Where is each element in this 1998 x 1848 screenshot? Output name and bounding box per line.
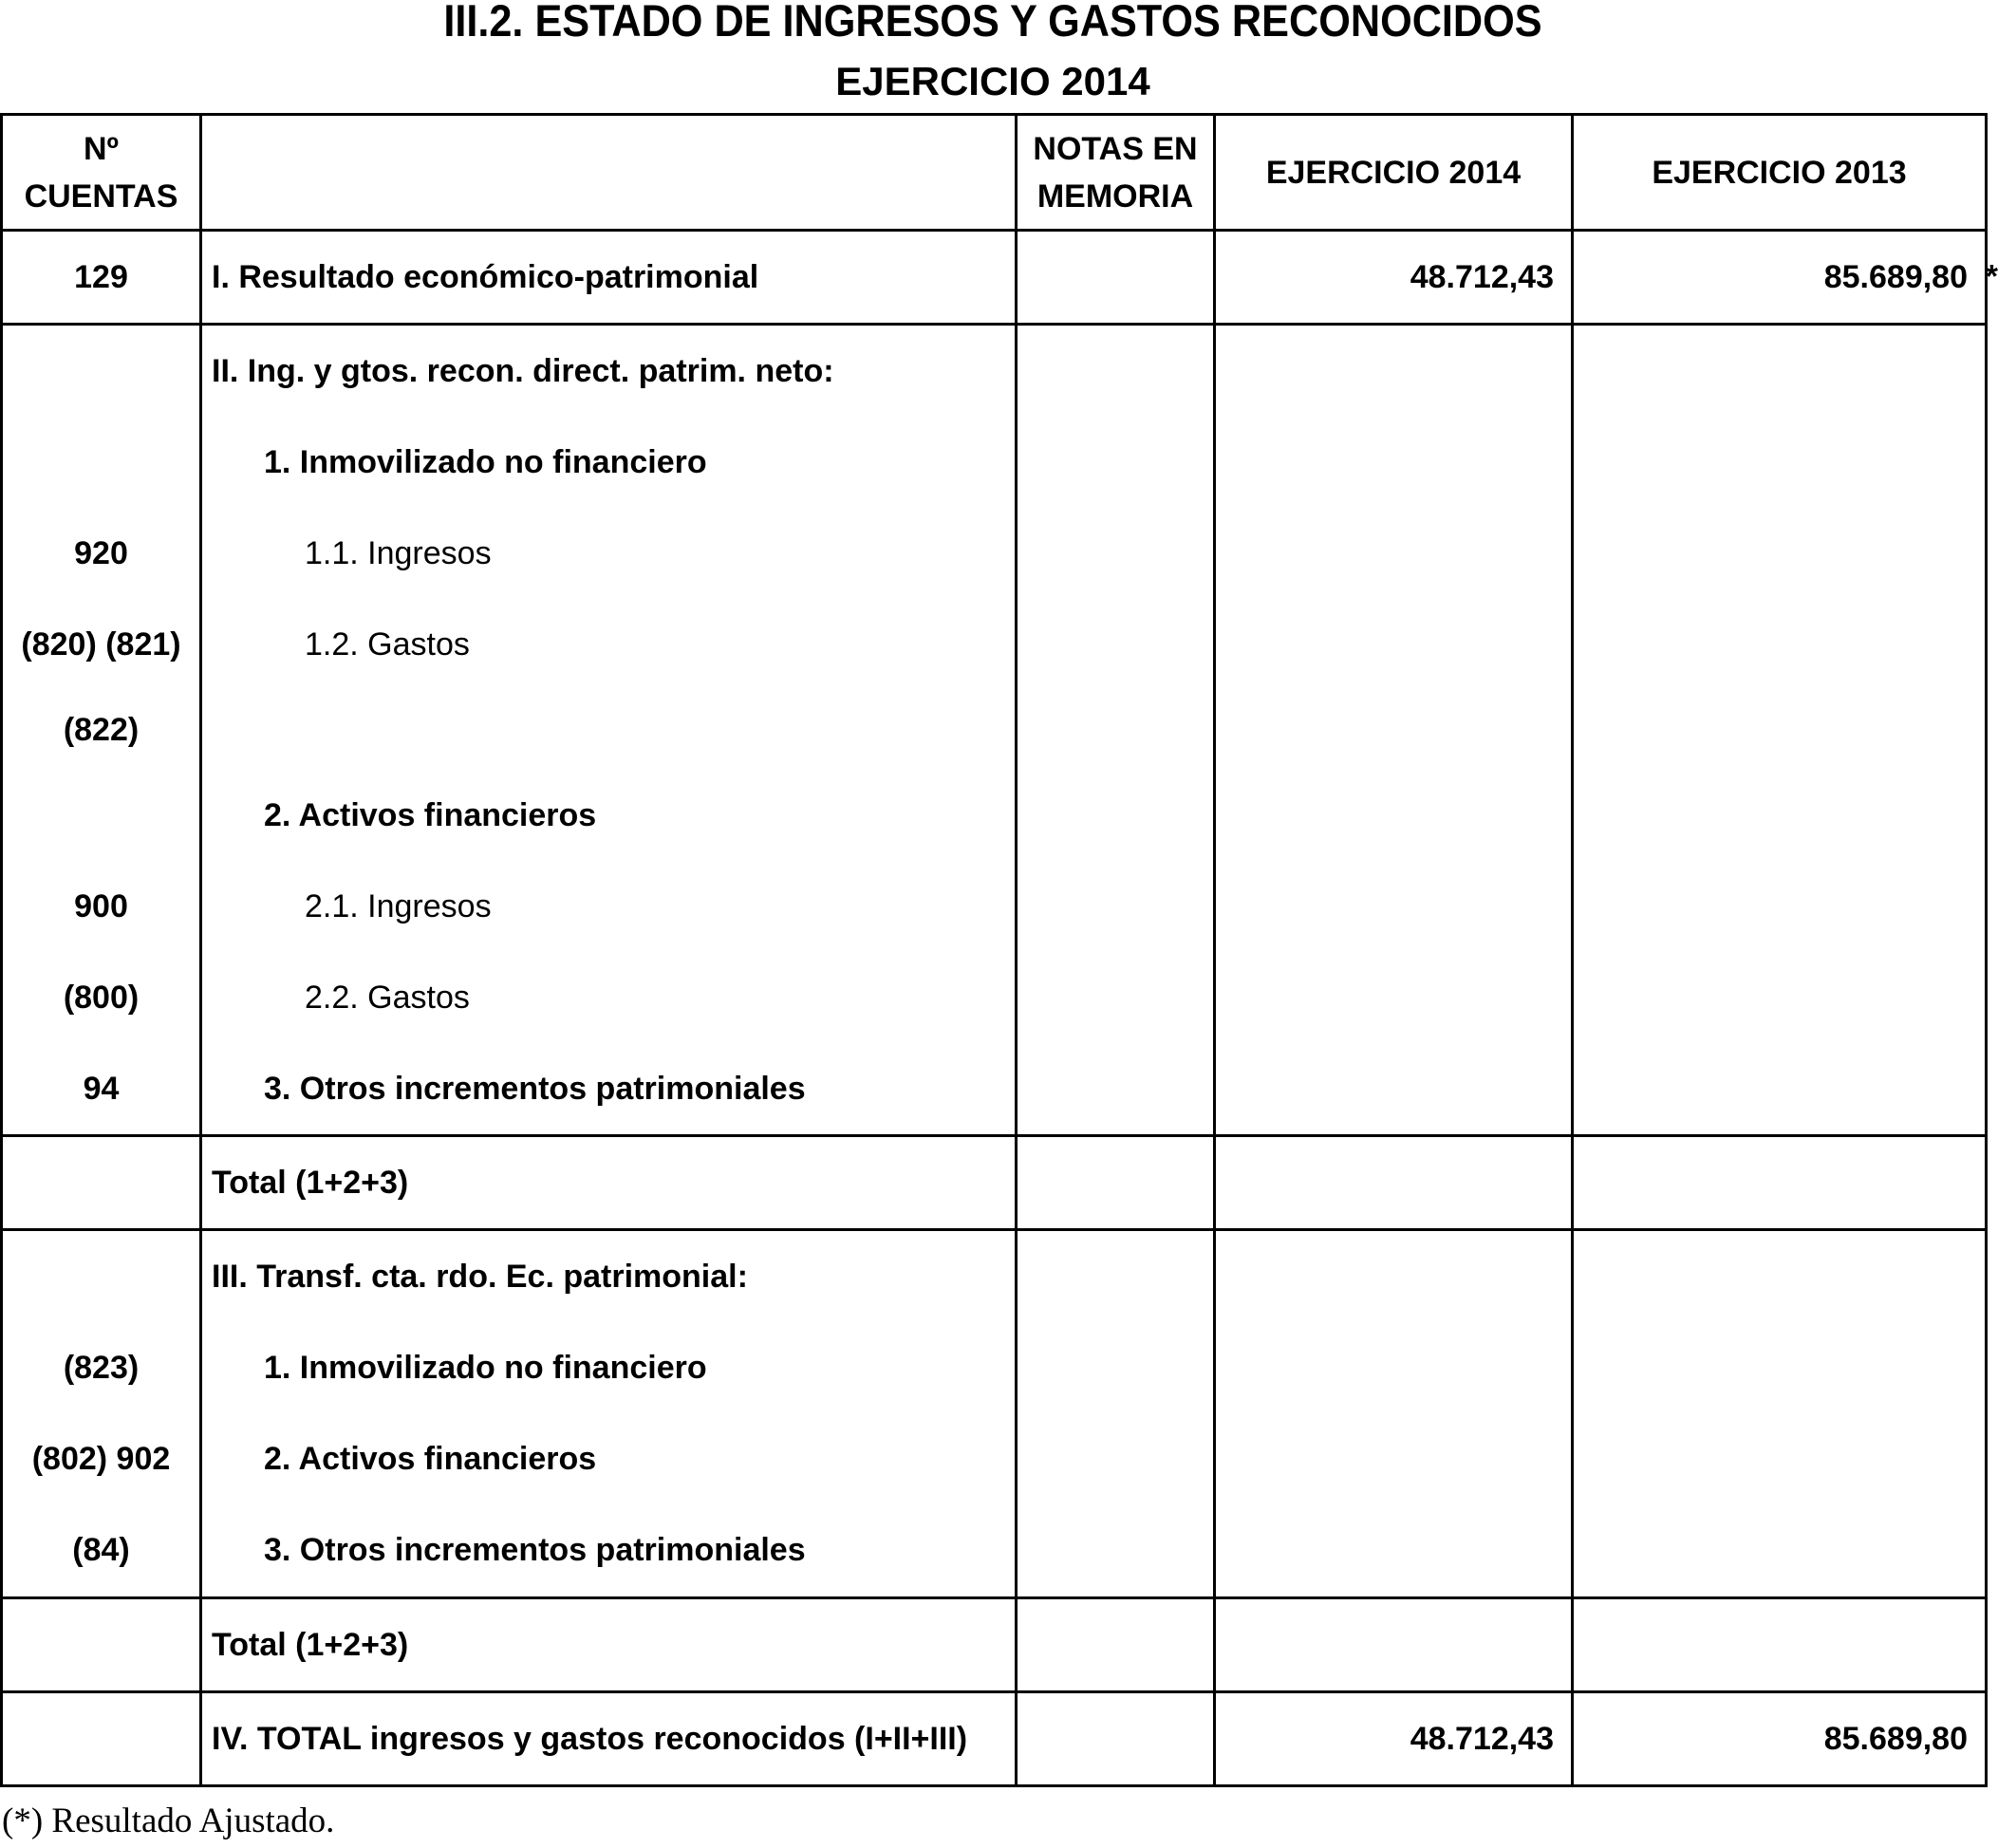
header-notas <box>1017 115 1215 231</box>
section2-code: 900 <box>74 888 128 924</box>
header-concepto <box>201 115 1017 231</box>
header-ejercicio-2014: EJERCICIO 2014 <box>1215 115 1573 231</box>
section3-header: III. Transf. cta. rdo. Ec. patrimonial: <box>212 1259 748 1295</box>
row1-ej2014: 48.712,43 <box>1215 231 1573 325</box>
section2-labels <box>201 325 1017 1136</box>
header-ejercicio-2013: EJERCICIO 2013 <box>1573 115 1987 231</box>
section2-code-header <box>3 326 199 417</box>
row1-notas <box>1017 231 1215 325</box>
section3-code: (823) <box>63 1350 140 1386</box>
section2-code: (800) <box>63 980 140 1016</box>
section2-code <box>3 770 199 861</box>
section2-codes <box>2 325 201 1136</box>
table-row <box>2 231 1987 325</box>
section3-total-code <box>2 1598 201 1692</box>
row1-ej2013-cell <box>1573 231 1998 325</box>
footnote: (*) Resultado Ajustado. <box>2 1801 335 1840</box>
table-row <box>2 1692 1987 1786</box>
row1-ej2013: 85.689,80 <box>1823 258 1968 295</box>
row1-label: I. Resultado económico-patrimonial <box>201 231 1017 325</box>
section2-total-notas <box>1017 1136 1215 1230</box>
section2-code <box>3 417 199 508</box>
header-row <box>2 115 1987 231</box>
section2-label <box>212 690 1015 770</box>
section2-total-ej2014 <box>1215 1136 1573 1230</box>
section2-total-ej2013 <box>1573 1136 1987 1230</box>
header-cuentas-line2: CUENTAS <box>24 177 178 215</box>
section3-total-notas <box>1017 1598 1215 1692</box>
section2-label: 1. Inmovilizado no financiero <box>264 444 707 480</box>
total-row-ej2014: 48.712,43 <box>1215 1692 1573 1786</box>
section2-code: (820) (821) <box>21 626 181 663</box>
section2-ej2014 <box>1215 325 1573 1136</box>
header-notas-line2: MEMORIA <box>1036 177 1194 215</box>
section3-notas <box>1017 1230 1215 1598</box>
adjusted-mark: * <box>1985 258 1998 295</box>
header-cuentas-line1: Nº <box>84 130 119 167</box>
total-row-label: IV. TOTAL ingresos y gastos reconocidos (I+II+III) <box>201 1692 1017 1786</box>
header-notas-line1: NOTAS EN <box>1033 130 1198 167</box>
statement-title: III.2. ESTADO DE INGRESOS Y GASTOS RECONOCIDOS <box>443 0 1542 46</box>
section2-code: 920 <box>74 535 128 571</box>
section3-total-ej2013 <box>1573 1598 1987 1692</box>
header-cuentas <box>2 115 201 231</box>
section2-block <box>2 325 1987 1136</box>
section2-code: 94 <box>83 1071 120 1107</box>
statement-table <box>0 113 1998 1787</box>
section2-label: 1.1. Ingresos <box>305 535 492 571</box>
section2-notas <box>1017 325 1215 1136</box>
section3-labels <box>201 1230 1017 1598</box>
section3-label: 1. Inmovilizado no financiero <box>264 1350 707 1386</box>
section3-ej2013 <box>1573 1230 1987 1598</box>
section3-total-ej2014 <box>1215 1598 1573 1692</box>
section2-label: 3. Otros incrementos patrimoniales <box>264 1071 806 1107</box>
section3-code-header <box>3 1231 199 1322</box>
section2-total-code <box>2 1136 201 1230</box>
total-row-ej2013: 85.689,80 <box>1573 1692 1987 1786</box>
section2-label: 2.2. Gastos <box>305 980 470 1016</box>
section3-label: 2. Activos financieros <box>264 1441 597 1477</box>
total-row-notas <box>1017 1692 1215 1786</box>
row1-code: 129 <box>2 231 201 325</box>
statement-subtitle: EJERCICIO 2014 <box>835 59 1150 103</box>
section2-header: II. Ing. y gtos. recon. direct. patrim. neto: <box>212 353 834 389</box>
section3-code: (802) 902 <box>31 1441 171 1477</box>
section3-label: 3. Otros incrementos patrimoniales <box>264 1532 806 1568</box>
section3-code: (84) <box>72 1532 130 1568</box>
table-row <box>2 1598 1987 1692</box>
section2-code: (822) <box>63 712 140 748</box>
section3-ej2014 <box>1215 1230 1573 1598</box>
section3-codes <box>2 1230 201 1598</box>
total-row-code <box>2 1692 201 1786</box>
section2-label: 2. Activos financieros <box>264 797 597 833</box>
section2-total-label: Total (1+2+3) <box>201 1136 1017 1230</box>
section2-label: 2.1. Ingresos <box>305 888 492 924</box>
table-row <box>2 1136 1987 1230</box>
section3-block <box>2 1230 1987 1598</box>
section3-total-label: Total (1+2+3) <box>201 1598 1017 1692</box>
section2-label: 1.2. Gastos <box>305 626 470 663</box>
section2-ej2013 <box>1573 325 1987 1136</box>
